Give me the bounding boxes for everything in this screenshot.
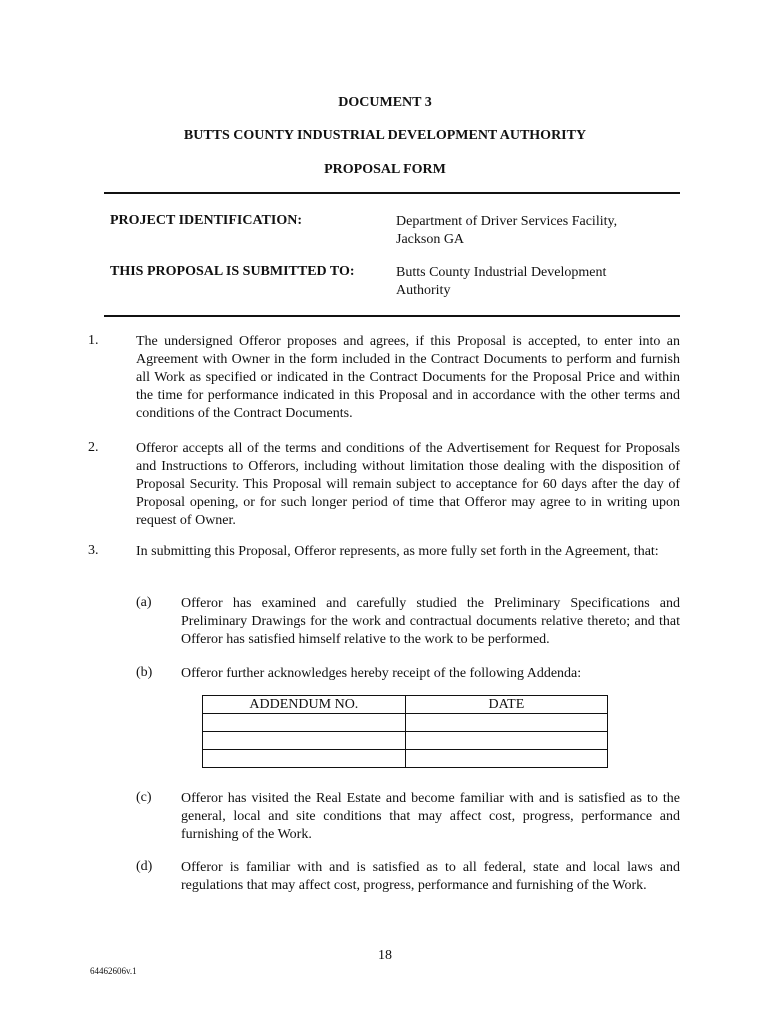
date-cell[interactable] xyxy=(405,714,607,732)
date-cell[interactable] xyxy=(405,750,607,768)
paragraph-1-text: The undersigned Offeror proposes and agrees, if this Proposal is accepted, to enter into an Agreement with Owner in the form included in the Contract Documents to perform and furnish all Work as specified or indicated in the Contract Documents for the Proposal Price and within the time for performance indicated in this Proposal and in accordance with the other terms and conditions of the Contract Documents. xyxy=(136,334,680,421)
paragraph-3-number: 3. xyxy=(88,543,99,558)
submitted-to-value-line2: Authority xyxy=(396,283,451,298)
project-id-label: PROJECT IDENTIFICATION: xyxy=(110,213,303,228)
subitem-c-label: (c) xyxy=(136,790,152,805)
project-id-value xyxy=(396,213,666,249)
submitted-to-value-line1: Butts County Industrial Development xyxy=(396,265,607,280)
subitem-d-label: (d) xyxy=(136,859,153,874)
paragraph-2-text: Offeror accepts all of the terms and conditions of the Advertisement for Request for Proposals and Instructions to Offerors, including without limitation those dealing with the disposition of Proposal Security. This Proposal will remain subject to acceptance for 60 days after the day of Proposal opening, or for such longer period of time that Offeror may agree to in writing upon request of Owner. xyxy=(136,441,680,528)
subitem-a-label: (a) xyxy=(136,595,152,610)
section-divider xyxy=(104,315,680,317)
submitted-to-label: THIS PROPOSAL IS SUBMITTED TO: xyxy=(110,264,355,279)
subitem-b-text: Offeror further acknowledges hereby receipt of the following Addenda: xyxy=(181,666,582,681)
project-id-value-line1: Department of Driver Services Facility, xyxy=(396,214,618,229)
subitem-c-text: Offeror has visited the Real Estate and become familiar with and is satisfied as to the general, local and site conditions that may affect cost, progress, performance and furnishing of the Work. xyxy=(181,791,680,842)
document-id: 64462606v.1 xyxy=(90,966,137,976)
authority-title: BUTTS COUNTY INDUSTRIAL DEVELOPMENT AUTHORITY xyxy=(183,128,587,143)
project-id-value-line2: Jackson GA xyxy=(396,232,465,247)
subitem-a-text: Offeror has examined and carefully studied the Preliminary Specifications and Preliminary Drawings for the work and contractual documents relative thereto; and that Offeror has satisfied himself relative to the work to be performed. xyxy=(181,596,680,647)
addendum-no-header: ADDENDUM NO. xyxy=(203,696,406,714)
form-title: PROPOSAL FORM xyxy=(324,162,446,177)
date-header: DATE xyxy=(405,696,607,714)
date-cell[interactable] xyxy=(405,732,607,750)
addenda-header-row xyxy=(203,696,608,714)
addenda-table xyxy=(202,695,608,768)
table-row xyxy=(203,714,608,732)
subitem-b-label: (b) xyxy=(136,665,153,680)
document-number: DOCUMENT 3 xyxy=(338,95,432,110)
table-row xyxy=(203,750,608,768)
paragraph-1-number: 1. xyxy=(88,333,99,348)
top-divider xyxy=(104,192,680,194)
table-row xyxy=(203,732,608,750)
addendum-no-cell[interactable] xyxy=(203,714,406,732)
addendum-no-cell[interactable] xyxy=(203,750,406,768)
submitted-to-value xyxy=(396,264,666,300)
paragraph-2-number: 2. xyxy=(88,440,99,455)
paragraph-3-text: In submitting this Proposal, Offeror represents, as more fully set forth in the Agreement, that: xyxy=(136,544,659,559)
addendum-no-cell[interactable] xyxy=(203,732,406,750)
page-number: 18 xyxy=(378,948,392,963)
subitem-d-text: Offeror is familiar with and is satisfied as to all federal, state and local laws and regulations that may affect cost, progress, performance and furnishing of the Work. xyxy=(181,860,680,893)
